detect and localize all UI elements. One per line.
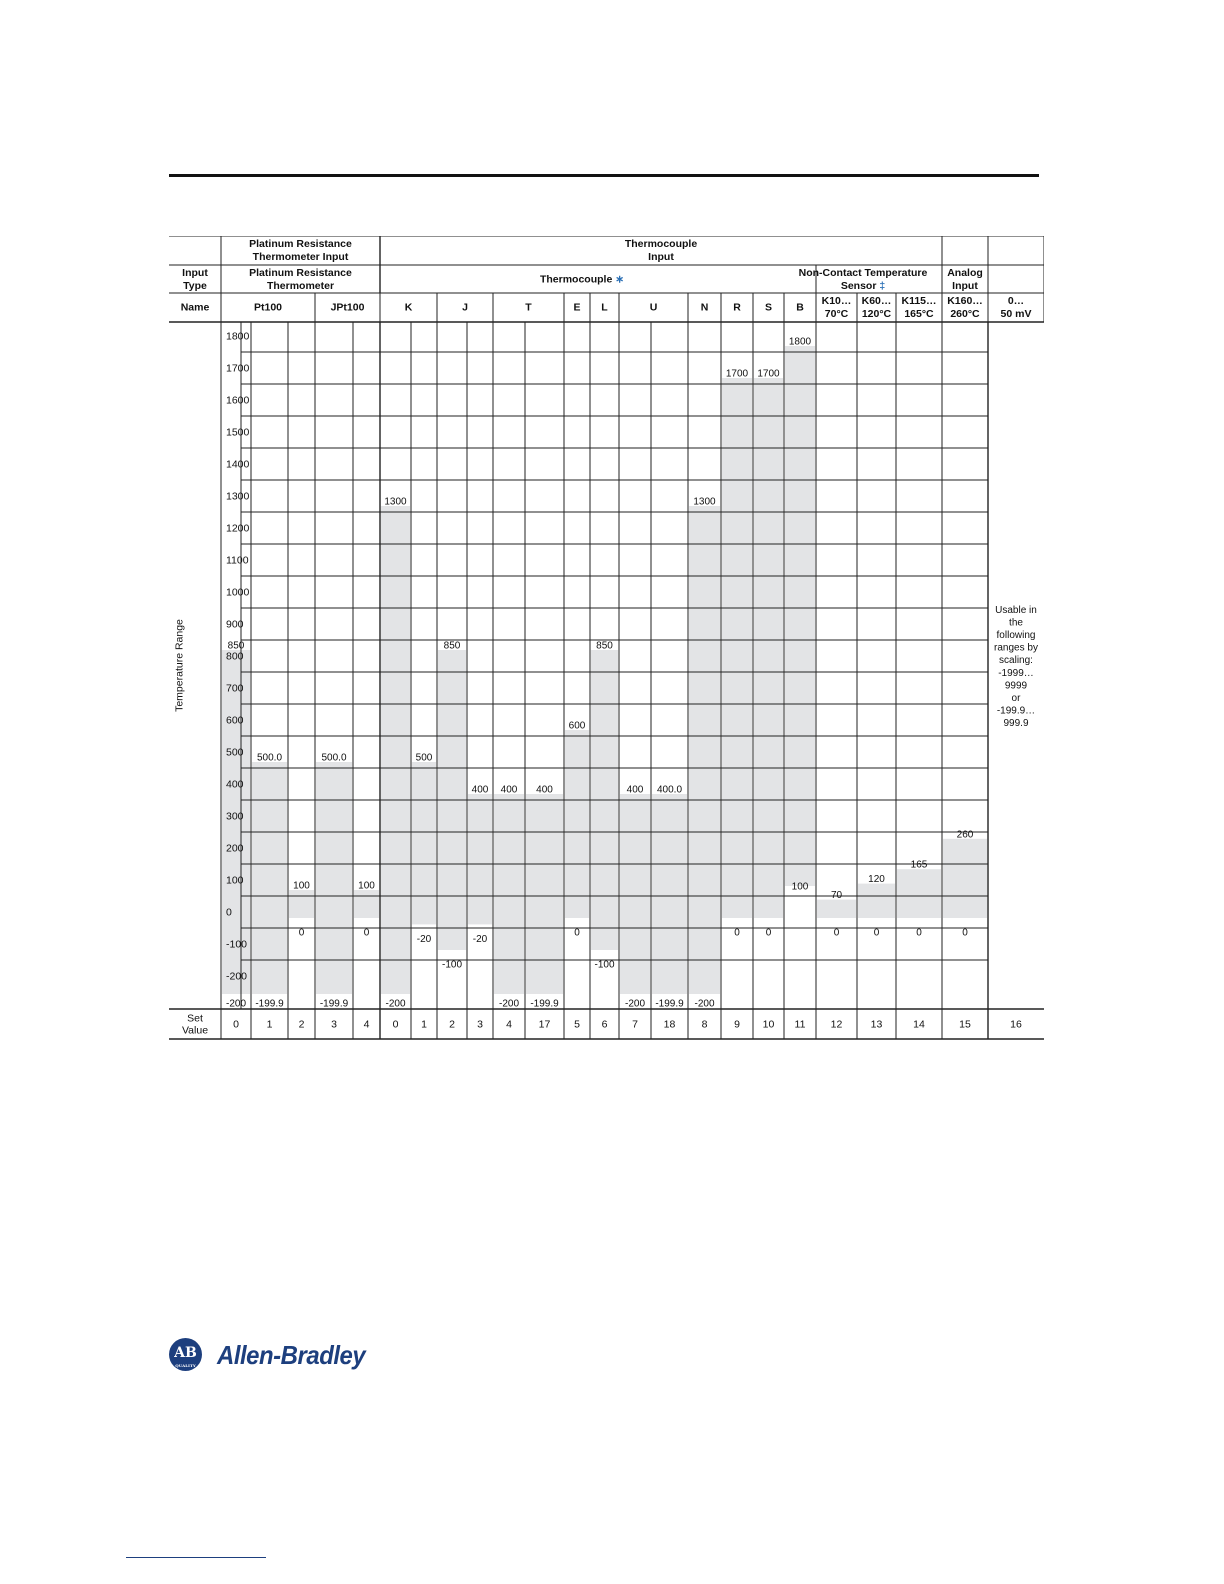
range-bar-22 [943, 839, 987, 918]
temperature-tick: 1700 [226, 362, 250, 375]
subgroup-header-1: Thermocouple ∗ [539, 273, 625, 286]
ab-badge-icon [169, 1338, 202, 1371]
subgroup-header-0: Platinum Resistance Thermometer [249, 267, 352, 293]
range-min-label: 100 [791, 881, 809, 893]
range-min-label: -199.9 [655, 998, 684, 1010]
column-name-14: K115… 165°C [901, 295, 937, 321]
range-min-label: -200 [385, 998, 406, 1010]
range-min-label: -199.9 [530, 998, 559, 1010]
analog-note: Usable in the following ranges by scaling: -1999… 9999 or -199.9… 999.9 [994, 604, 1038, 730]
range-bar-8 [468, 794, 492, 924]
range-bar-6 [412, 762, 436, 924]
temperature-tick: 1100 [226, 554, 249, 567]
temperature-tick: 800 [226, 650, 244, 663]
top-rule [169, 174, 1039, 177]
range-max-label: 100 [293, 880, 310, 892]
range-min-label: -100 [441, 959, 463, 971]
range-max-label: 850 [443, 640, 461, 652]
subgroup-header-2: Non-Contact Temperature Sensor ‡ [798, 267, 928, 293]
column-name-9: R [733, 301, 741, 314]
range-bar-9 [494, 794, 524, 994]
set-value: 8 [701, 1018, 708, 1031]
set-value: 9 [734, 1018, 740, 1031]
temperature-tick: 1800 [226, 330, 250, 343]
range-min-label: -200 [694, 998, 715, 1010]
range-bar-5 [381, 506, 410, 994]
range-min-label: -20 [416, 933, 432, 945]
range-max-label: 600 [568, 720, 586, 732]
range-min-label: 0 [298, 927, 305, 939]
set-value: 18 [663, 1018, 676, 1031]
set-value: 10 [762, 1018, 775, 1031]
range-min-label: -100 [594, 959, 615, 971]
set-value: 7 [632, 1018, 638, 1031]
range-min-label: -200 [498, 998, 520, 1010]
range-max-label: 850 [227, 640, 245, 652]
set-value: 0 [233, 1018, 239, 1031]
range-max-label: 400.0 [656, 784, 683, 796]
range-max-label: 1700 [757, 368, 780, 380]
range-bar-16 [722, 378, 752, 918]
range-max-label: 165 [910, 859, 928, 871]
column-name-6: L [601, 301, 608, 314]
column-name-13: K60… 120°C [861, 295, 892, 321]
set-value: 16 [1010, 1018, 1022, 1031]
column-name-16: 0… 50 mV [1000, 295, 1032, 321]
set-value: 6 [601, 1018, 608, 1031]
set-value: 14 [913, 1018, 925, 1031]
range-max-label: 1300 [693, 496, 716, 508]
set-value: 1 [266, 1018, 273, 1031]
set-value: 2 [449, 1018, 455, 1031]
range-bar-10 [526, 794, 563, 994]
group-header-0: Platinum Resistance Thermometer Input [249, 238, 352, 264]
temperature-tick: 1200 [226, 522, 250, 535]
range-bar-20 [858, 884, 895, 918]
range-max-label: 120 [868, 874, 885, 886]
temperature-tick: 500 [226, 746, 244, 759]
footnote-marker: ‡ [876, 280, 886, 293]
range-min-label: 0 [962, 927, 968, 939]
group-header-1: Thermocouple Input [624, 238, 698, 264]
set-value: 3 [477, 1018, 483, 1031]
temperature-tick: 900 [226, 618, 244, 631]
range-min-label: 0 [765, 927, 772, 939]
temperature-tick: 1000 [226, 586, 250, 599]
set-value: 11 [794, 1018, 806, 1031]
temperature-tick: 0 [226, 906, 232, 919]
range-bar-13 [620, 794, 650, 994]
range-bar-3 [316, 762, 352, 994]
range-min-label: -200 [624, 998, 646, 1010]
range-bar-4 [354, 890, 379, 918]
range-max-label: 100 [358, 880, 375, 892]
range-min-label: -199.9 [255, 998, 284, 1010]
input-type-label: Input Type [182, 267, 208, 293]
range-max-label: 1800 [788, 336, 812, 348]
column-name-5: E [573, 301, 581, 314]
input-type-table [169, 236, 1044, 1040]
range-bar-11 [565, 730, 589, 918]
column-name-0: Pt100 [253, 301, 283, 314]
column-name-2: K [404, 301, 413, 314]
temperature-tick: 600 [226, 714, 244, 727]
temperature-tick: 100 [226, 874, 244, 887]
range-min-label: 0 [873, 927, 880, 939]
subgroup-header-3: Analog Input [947, 267, 983, 293]
set-value: 1 [421, 1018, 427, 1031]
temperature-tick: 1500 [226, 426, 250, 439]
column-name-15: K160… 260°C [947, 295, 983, 321]
temperature-range-axis-label: Temperature Range [173, 619, 186, 712]
range-bar-1 [252, 762, 287, 994]
temperature-tick: -100 [226, 938, 248, 951]
column-name-1: JPt100 [330, 301, 365, 314]
set-value: 4 [506, 1018, 512, 1031]
set-value: 2 [298, 1018, 305, 1031]
temperature-tick: 1300 [226, 490, 250, 503]
range-max-label: 260 [956, 829, 974, 841]
set-value: 5 [574, 1018, 580, 1031]
range-min-label: -199.9 [319, 998, 349, 1010]
range-min-label: 0 [574, 927, 580, 939]
set-value: 0 [392, 1018, 399, 1031]
range-min-label: 0 [833, 927, 840, 939]
set-value-label: Set Value [181, 1012, 209, 1037]
input-type-table-svg [169, 236, 1044, 1040]
range-max-label: 400 [536, 784, 553, 796]
range-max-label: 400 [471, 784, 489, 796]
set-value: 17 [538, 1018, 551, 1031]
range-max-label: 400 [626, 784, 644, 796]
column-name-8: N [700, 301, 709, 314]
range-bar-15 [689, 506, 720, 994]
temperature-tick: -200 [226, 970, 248, 983]
name-label: Name [180, 301, 210, 314]
temperature-tick: 700 [226, 682, 244, 695]
range-min-label: -200 [225, 998, 247, 1010]
footer-rule [126, 1557, 266, 1558]
range-min-label: 0 [916, 927, 922, 939]
range-max-label: 500.0 [256, 752, 283, 764]
range-max-label: 1700 [725, 368, 749, 380]
range-bar-17 [754, 378, 783, 918]
temperature-tick: 200 [226, 842, 244, 855]
range-min-label: 0 [363, 927, 370, 939]
range-max-label: 70 [830, 890, 843, 902]
temperature-tick: 400 [226, 778, 244, 791]
column-name-12: K10… 70°C [821, 295, 852, 321]
set-value: 15 [959, 1018, 971, 1031]
column-name-4: T [525, 301, 532, 314]
set-value: 13 [870, 1018, 883, 1031]
range-bar-19 [817, 900, 856, 918]
temperature-tick: 1400 [226, 458, 250, 471]
range-max-label: 500 [415, 752, 433, 764]
range-bar-18 [785, 346, 815, 886]
range-bar-14 [652, 794, 687, 994]
temperature-tick: 300 [226, 810, 244, 823]
range-max-label: 400 [500, 784, 518, 796]
brand-wordmark: Allen-Bradley [217, 1340, 366, 1370]
column-name-10: S [764, 301, 773, 314]
column-name-7: U [649, 301, 658, 314]
range-bar-21 [897, 869, 941, 918]
range-max-label: 850 [596, 640, 613, 652]
column-name-3: J [462, 301, 468, 314]
ab-badge-subtext: QUALITY [175, 1363, 196, 1368]
set-value: 4 [363, 1018, 370, 1031]
set-value: 3 [331, 1018, 337, 1031]
range-min-label: 0 [734, 927, 740, 939]
footnote-marker: ∗ [612, 273, 625, 286]
range-min-label: -20 [472, 933, 488, 945]
range-max-label: 500.0 [321, 752, 347, 764]
temperature-tick: 1600 [226, 394, 250, 407]
column-name-11: B [796, 301, 804, 314]
set-value: 12 [830, 1018, 843, 1031]
range-max-label: 1300 [384, 496, 407, 508]
range-bar-2 [289, 890, 314, 918]
ab-badge-text: AB [174, 1345, 197, 1361]
